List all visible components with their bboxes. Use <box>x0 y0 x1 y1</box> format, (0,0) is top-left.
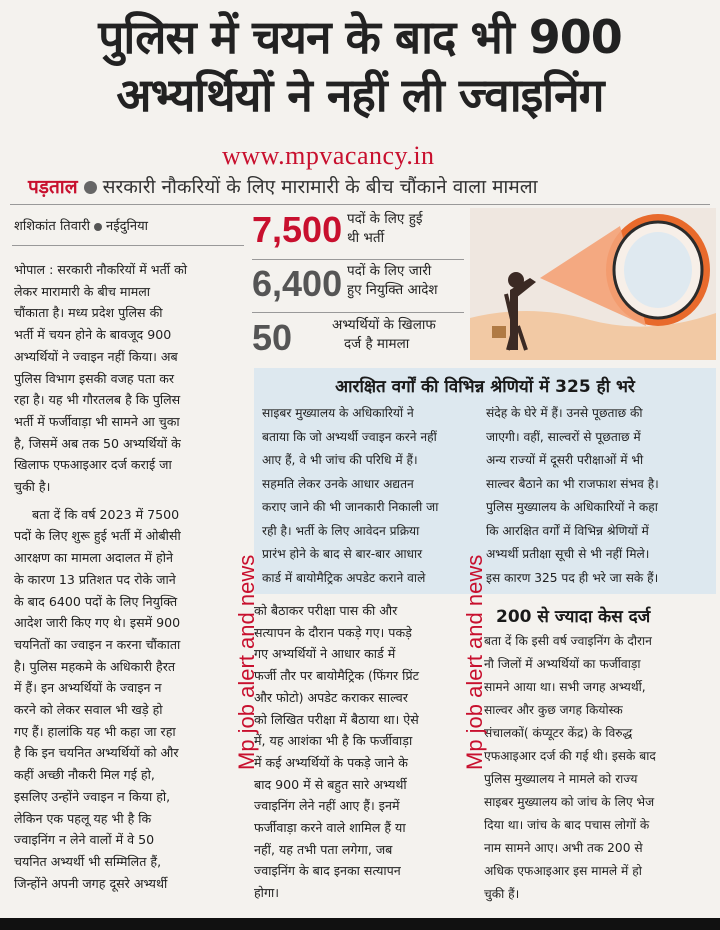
headline-line-1: पुलिस में चयन के बाद भी 900 <box>98 10 622 64</box>
bottom-border <box>0 918 720 930</box>
paragraph-line: जिन्होंने अपनी जगह दूसरे अभ्यर्थी <box>14 875 168 891</box>
kicker-tag: पड़ताल <box>28 176 78 198</box>
info-box-right <box>486 402 712 590</box>
watermark-url: www.mpvacancy.in <box>222 141 435 170</box>
paragraph-line: अधिक एफआइआर इस मामले में हो <box>484 864 642 878</box>
paragraph-line: के बाद 6400 पदों के लिए नियुक्ति <box>14 593 178 609</box>
stat-row <box>252 312 467 364</box>
paragraph-line: सामने आया था। सभी जगह अभ्यर्थी, <box>484 680 646 694</box>
paragraph-line: साल्वर बैठाने का भी राजफाश संभव है। <box>486 476 659 491</box>
paragraph-line: बता दें कि वर्ष 2023 में 7500 <box>32 506 180 522</box>
paragraph-line: आरक्षण का मामला अदालत में होने <box>14 550 173 566</box>
paragraph-line: भर्ती में चयन होने के बावजूद 900 <box>14 327 172 343</box>
divider <box>12 245 244 246</box>
paragraph-line: में, यह आशंका भी है कि फर्जीवाड़ा <box>254 733 413 749</box>
divider <box>252 259 464 260</box>
paragraph-line: रही है। भर्ती के लिए आवेदन प्रक्रिया <box>262 523 420 538</box>
paragraph-line: इस कारण 325 पद ही भरे जा सके हैं। <box>486 570 659 585</box>
paragraph-line: बता दें कि इसी वर्ष ज्वाइनिंग के दौरान <box>484 634 652 648</box>
paragraph-line: को लिखित परीक्षा में बैठाया था। ऐसे <box>254 711 419 727</box>
byline-source: नईदुनिया <box>106 219 148 234</box>
paragraph-line: खिलाफ एफआइआर दर्ज कराई जा <box>14 457 172 473</box>
paragraph-line: बताया कि जो अभ्यर्थी ज्वाइन करने नहीं <box>262 429 437 444</box>
paragraph-line: नौ जिलों में अभ्यर्थियों का फर्जीवाड़ा <box>484 657 641 671</box>
paragraph-line: और फोटो) अपडेट कराकर साल्वर <box>254 689 408 705</box>
column-2 <box>254 600 468 904</box>
stat-label <box>332 316 436 354</box>
paragraph-line: में हैं। इन अभ्यर्थियों के ज्वाइन न <box>14 680 162 696</box>
paragraph-line: कहीं अच्छी नौकरी मिल गई हो, <box>14 767 155 783</box>
paragraph-line: सहमति लेकर उनके आधार अद्यतन <box>262 476 414 491</box>
column-3-subhead: 200 से ज्यादा केस दर्ज <box>496 607 651 627</box>
column-3 <box>484 630 714 906</box>
paragraph-line: इसलिए उन्होंने ज्वाइन न किया हो, <box>14 788 171 804</box>
paragraph-line: कि आरक्षित वर्गों में विभिन्न श्रेणियों में <box>486 523 649 538</box>
paragraph-line: करने को लेकर सवाल भी खड़े हो <box>14 702 163 718</box>
paragraph-line: संदेह के घेरे में हैं। उनसे पूछताछ की <box>486 406 643 420</box>
info-box-title: आरक्षित वर्गों की विभिन्न श्रेणियों में 325 ही भरे <box>335 377 635 397</box>
paragraph-line: ज्वाइनिंग के बाद इनका सत्यापन <box>254 863 401 879</box>
stat-label-line: पदों के लिए हुई <box>347 211 423 227</box>
paragraph-line: के कारण 13 प्रतिशत पद रोके जाने <box>14 571 176 587</box>
watermark-vertical-left: Mp job alert and news <box>234 554 259 770</box>
headline <box>10 8 710 124</box>
paragraph-line: साल्वर और कुछ जगह कियोस्क <box>484 703 623 717</box>
stat-number: 7,500 <box>252 209 343 250</box>
paragraph-line: चयनित अभ्यर्थी भी सम्मिलित हैं, <box>14 853 162 869</box>
stat-number: 50 <box>252 317 293 358</box>
paragraph-line: है कि इन चयनित अभ्यर्थियों को और <box>14 745 179 761</box>
paragraph-line: लेकर मारामारी के बीच मामला <box>14 283 151 299</box>
stat-label <box>347 262 438 300</box>
paragraph-line: दिया था। जांच के बाद पचास लोगों के <box>484 818 650 832</box>
paragraph-line: कराए जाने की भी जानकारी निकाली जा <box>262 500 439 514</box>
paragraph-line: में कई अभ्यर्थियों के पकड़े जाने के <box>254 754 408 770</box>
kicker-text: सरकारी नौकरियों के लिए मारामारी के बीच चौंकाने वाला मामला <box>102 176 538 198</box>
paragraph-line: साइबर मुख्यालय के अधिकारियों ने <box>262 406 414 420</box>
divider <box>10 204 710 205</box>
kicker <box>28 174 708 200</box>
stat-label-line: अभ्यर्थियों के खिलाफ <box>332 317 436 333</box>
stat-number: 6,400 <box>252 263 343 304</box>
paragraph-line: अभ्यर्थी प्रतीक्षा सूची से भी नहीं मिले। <box>486 547 650 561</box>
paragraph-line: है। पुलिस महकमे के अधिकारी हैरत <box>14 658 176 674</box>
paragraph-line: ज्वाइनिंग लेने नहीं आए हैं। इनमें <box>254 798 400 814</box>
paragraph-line: प्रारंभ होने के बाद से बार-बार आधार <box>262 547 423 561</box>
paragraph-line: होगा। <box>254 885 280 901</box>
paragraph-line: पुलिस मुख्यालय के अधिकारियों ने कहा <box>486 500 658 514</box>
paragraph-line: जाएगी। वहीं, साल्वरों से पूछताछ में <box>486 429 641 444</box>
paragraph-line: नहीं, यह तभी पता लगेगा, जब <box>254 841 393 857</box>
stat-label-line: थी भर्ती <box>347 230 385 246</box>
paragraph-line: पुलिस विभाग इसकी वजह पता कर <box>14 370 175 386</box>
bullet-icon <box>84 181 97 194</box>
paragraph-line: चुकी हैं। <box>484 887 520 901</box>
paragraph-line: है, जिसमें अब तक 50 अभ्यर्थियों के <box>14 435 181 451</box>
stat-row <box>252 208 467 260</box>
info-box-left <box>262 402 470 590</box>
paragraph-line: आदेश जारी किए गए थे। इसमें 900 <box>14 615 181 631</box>
paragraph-line: नाम सामने आए। अभी तक 200 से <box>484 841 643 855</box>
divider <box>252 312 464 313</box>
watermark-vertical-right: Mp job alert and news <box>462 554 487 770</box>
paragraph-line: चुकी है। <box>14 479 51 495</box>
byline <box>14 216 148 234</box>
paragraph-line: आए हैं, वे भी जांच की परिधि में हैं। <box>262 453 418 467</box>
telescope-illustration <box>470 208 716 360</box>
paragraph-line: संचालकों( कंप्यूटर केंद्र) के विरुद्ध <box>484 726 633 740</box>
bullet-icon <box>94 223 102 231</box>
paragraph-line: भर्ती में फर्जीवाड़ा भी सामने आ चुका <box>14 413 180 429</box>
paragraph-line: पदों के लिए शुरू हुई भर्ती में ओबीसी <box>14 528 181 544</box>
paragraph-line: साइबर मुख्यालय को जांच के लिए भेज <box>484 795 655 809</box>
paragraph-line: बाद 900 में से बहुत सारे अभ्यर्थी <box>254 776 407 792</box>
paragraph-line: भोपाल : सरकारी नौकरियों में भर्ती को <box>14 262 188 277</box>
paragraph-line: लेकिन एक पहलू यह भी है कि <box>14 810 152 826</box>
paragraph-line: फर्जी तौर पर बायोमैट्रिक (फिंगर प्रिंट <box>254 668 419 684</box>
paragraph-line: कार्ड में बायोमैट्रिक अपडेट कराने वाले <box>262 570 426 585</box>
paragraph-line: चयनितों का ज्वाइन न करना चौंकाता <box>14 636 181 652</box>
paragraph-line: सत्यापन के दौरान पकड़े गए। पकड़े <box>254 624 412 640</box>
paragraph-line: गए हैं। हालांकि यह भी कहा जा रहा <box>14 723 176 739</box>
paragraph-line: ज्वाइनिंग न लेने वालों में वे 50 <box>14 832 155 848</box>
paragraph-line: गए अभ्यर्थियों ने आधार कार्ड में <box>254 646 396 662</box>
paragraph-line: अभ्यर्थियों ने ज्वाइन नहीं किया। अब <box>14 348 178 364</box>
paragraph-line: एफआइआर दर्ज की गई थी। इसके बाद <box>484 749 656 763</box>
stat-label-line: पदों के लिए जारी <box>347 263 432 279</box>
stats-panel <box>252 208 467 364</box>
column-1 <box>14 259 245 894</box>
paragraph-line: फर्जीवाड़ा करने वाले शामिल हैं या <box>254 820 406 836</box>
paragraph-line: अन्य राज्यों में दूसरी परीक्षाओं में भी <box>486 453 644 467</box>
paragraph-line: पुलिस मुख्यालय ने मामले को राज्य <box>484 772 638 786</box>
headline-line-2: अभ्यर्थियों ने नहीं ली ज्वाइनिंग <box>116 68 604 122</box>
stat-row <box>252 260 467 312</box>
stat-label-line: हुए नियुक्ति आदेश <box>347 282 438 298</box>
stat-label <box>347 210 423 248</box>
stat-label-line: दर्ज है मामला <box>344 336 410 352</box>
paragraph-line: रहा है। यह भी गौरतलब है कि पुलिस <box>14 392 181 408</box>
byline-author: शशिकांत तिवारी <box>14 219 90 234</box>
paragraph-line: को बैठाकर परीक्षा पास की और <box>254 603 398 618</box>
paragraph-line: चौंकाता है। मध्य प्रदेश पुलिस की <box>14 305 163 321</box>
